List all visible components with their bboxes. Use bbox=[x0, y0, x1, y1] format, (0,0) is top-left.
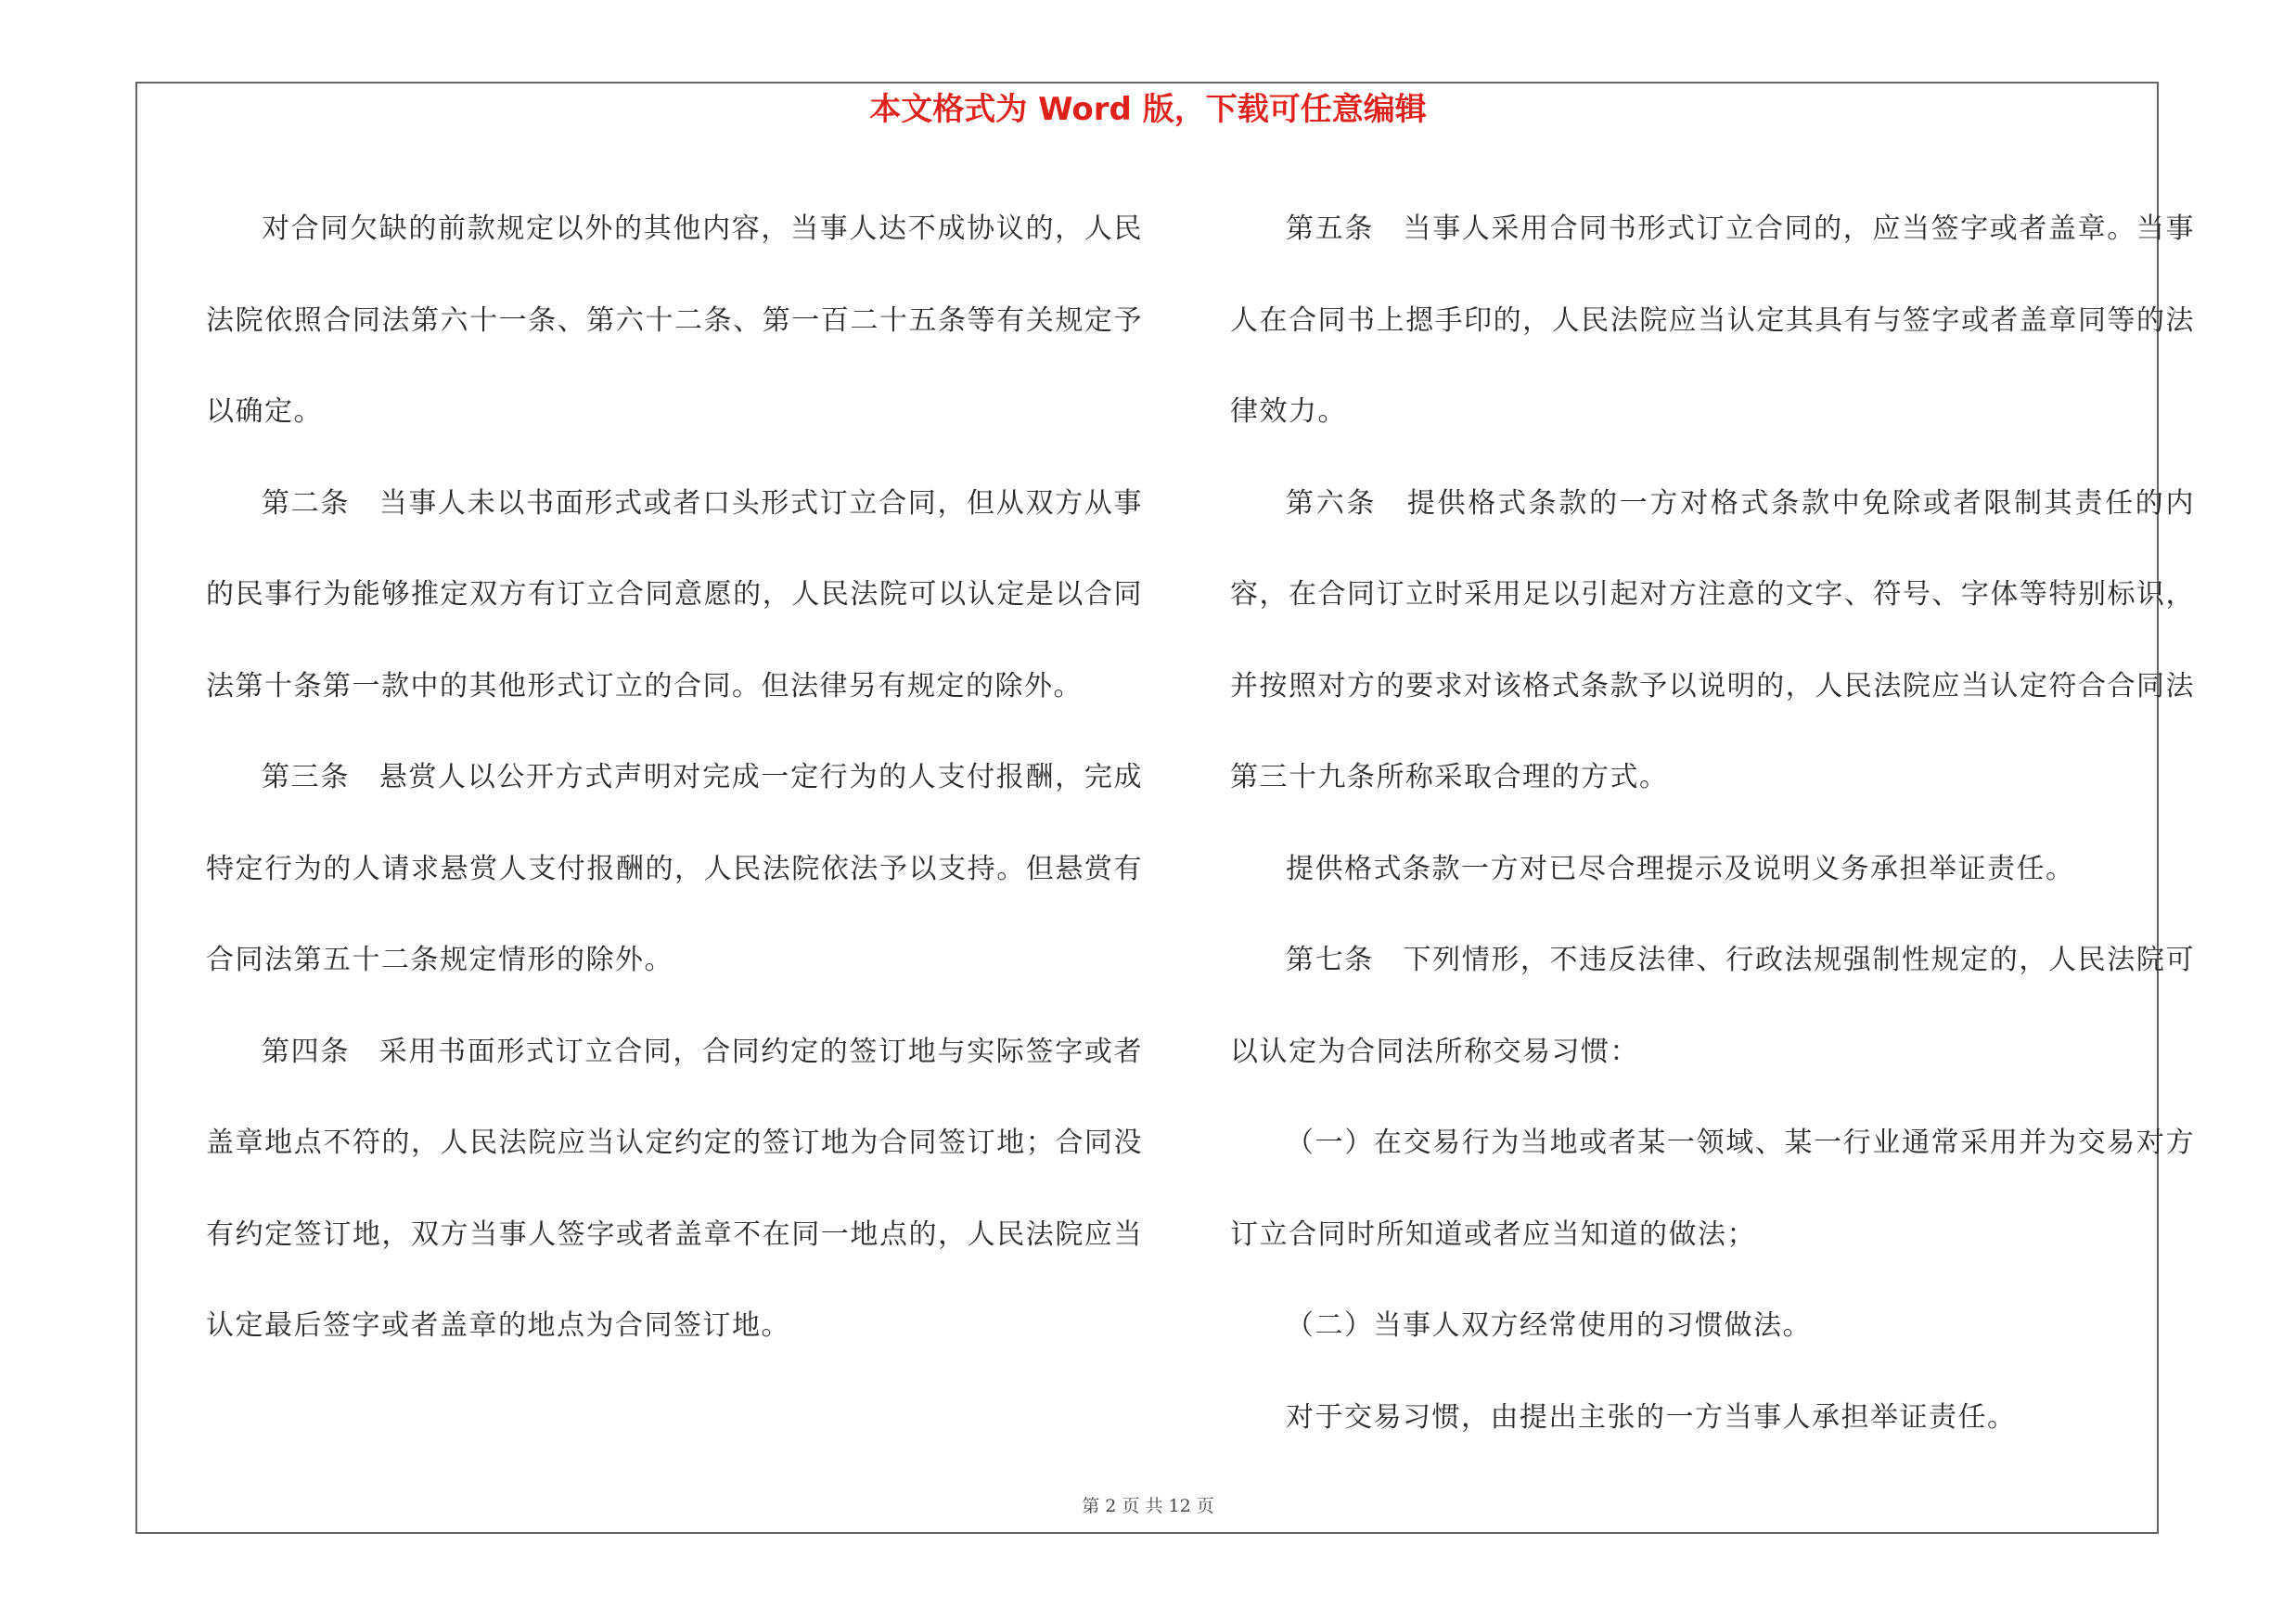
paragraph-article-6: 第六条 提供格式条款的一方对格式条款中免除或者限制其责任的内容，在合同订立时采用足以引起对方注意的文字、符号、字体等特别标识，并按照对方的要求对该格式条款予以说明的，人民法院应当认定符合合同法第三十九条所称采取合理的方式。 bbox=[1230, 486, 2195, 793]
list-item: （一）在交易行为当地或者某一领域、某一行业通常采用并为交易对方订立合同时所知道或者应当知道的做法； bbox=[1230, 1127, 2195, 1251]
paragraph-article-7: 第七条 下列情形，不违反法律、行政法规强制性规定的，人民法院可以认定为合同法所称交易习惯： bbox=[1230, 944, 2195, 1068]
paragraph-article-5: 第五条 当事人采用合同书形式订立合同的，应当签字或者盖章。当事人在合同书上摁手印的，人民法院应当认定其具有与签字或者盖章同等的法律效力。 bbox=[1230, 213, 2195, 428]
paragraph-article-4: 第四条 采用书面形式订立合同，合同约定的签订地与实际签字或者盖章地点不符的，人民法院应当认定约定的签订地为合同签订地；合同没有约定签订地，双方当事人签字或者盖章不在同一地点的，人民法院应当认定最后签字或者盖章的地点为合同签订地。 bbox=[206, 1035, 1143, 1342]
paragraph-article-3: 第三条 悬赏人以公开方式声明对完成一定行为的人支付报酬，完成特定行为的人请求悬赏人支付报酬的，人民法院依法予以支持。但悬赏有合同法第五十二条规定情形的除外。 bbox=[206, 761, 1143, 976]
list-item: （二）当事人双方经常使用的习惯做法。 bbox=[1286, 1309, 1812, 1342]
left-column bbox=[206, 184, 1143, 1372]
paragraph: 对合同欠缺的前款规定以外的其他内容，当事人达不成协议的，人民法院依照合同法第六十一条、第六十二条、第一百二十五条等有关规定予以确定。 bbox=[206, 213, 1143, 428]
paragraph-article-2: 第二条 当事人未以书面形式或者口头形式订立合同，但从双方从事的民事行为能够推定双方有订立合同意愿的，人民法院可以认定是以合同法第十条第一款中的其他形式订立的合同。但法律另有规定的除外。 bbox=[206, 486, 1143, 702]
editable-word-banner: 本文格式为 Word 版，下载可任意编辑 bbox=[869, 91, 1427, 128]
paragraph: 提供格式条款一方对已尽合理提示及说明义务承担举证责任。 bbox=[1286, 852, 2075, 885]
page-number: 第 2 页 共 12 页 bbox=[1082, 1496, 1214, 1516]
right-column bbox=[1230, 184, 2195, 1463]
paragraph: 对于交易习惯，由提出主张的一方当事人承担举证责任。 bbox=[1286, 1400, 2017, 1434]
